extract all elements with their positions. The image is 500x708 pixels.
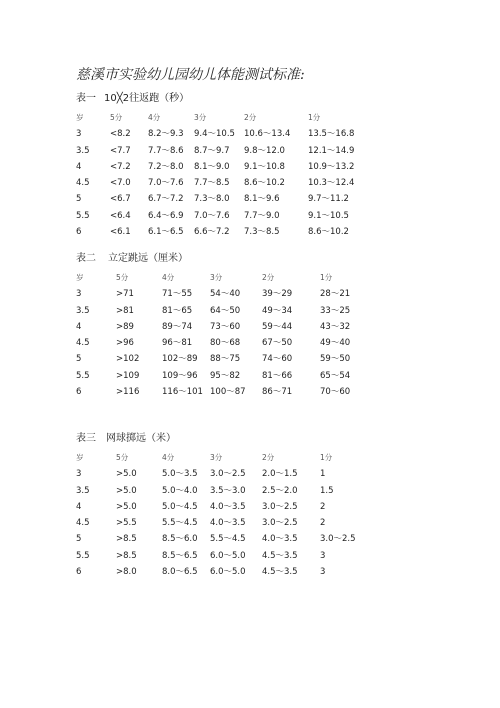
table-cell: >5.5 (116, 518, 137, 529)
table-cell: 4.5～3.5 (262, 550, 298, 561)
table-cell: 9.1～10.8 (244, 161, 285, 172)
table-cell: 3.5 (76, 145, 90, 156)
table-cell: 6.0～5.0 (210, 550, 246, 561)
table-cell: 1.5 (320, 485, 334, 496)
table-header-cell: 2分 (262, 273, 275, 282)
table-cell: <7.2 (110, 161, 131, 172)
table-header-cell: 4分 (162, 273, 175, 282)
table-header-cell: 3分 (210, 273, 223, 282)
table-row (76, 208, 376, 224)
table-header-cell: 2分 (262, 453, 275, 462)
table-cell: <7.0 (110, 178, 131, 189)
table-row (76, 466, 376, 482)
table-cell: 6.0～5.0 (210, 567, 246, 578)
table-cell: 59～44 (262, 321, 293, 332)
table-cell: 3 (320, 567, 326, 578)
table-header-row (76, 110, 376, 126)
table-1-body (76, 110, 376, 240)
table-cell: 5.0～3.5 (162, 469, 198, 480)
table-cell: 9.7～11.2 (308, 194, 349, 205)
table-cell: >89 (116, 321, 134, 332)
table-header-cell: 3分 (194, 113, 207, 122)
table-cell: 6.7～7.2 (148, 194, 184, 205)
table-cell: 73～60 (210, 321, 241, 332)
table-cell: 7.0～7.6 (148, 178, 184, 189)
table-cell: >5.0 (116, 501, 137, 512)
table-row (76, 531, 376, 547)
table-cell: 6 (76, 567, 82, 578)
table-cell: 7.3～8.0 (194, 194, 230, 205)
table-1-section (76, 92, 376, 240)
table-cell: 8.1～9.6 (244, 194, 280, 205)
table-cell: 8.0～6.5 (162, 567, 198, 578)
table-cell: 4 (76, 321, 82, 332)
table-cell: 4.5 (76, 518, 90, 529)
table-cell: 9.4～10.5 (194, 129, 235, 140)
table-cell: 6 (76, 387, 82, 398)
table-cell: 80～68 (210, 338, 241, 349)
table-cell: 8.6～10.2 (244, 178, 285, 189)
table-header-row (76, 450, 376, 466)
table-cell: >102 (116, 354, 140, 365)
table-2-body (76, 270, 376, 400)
table-header-cell: 5分 (116, 273, 129, 282)
table-cell: 4.0～3.5 (210, 518, 246, 529)
table-cell: <7.7 (110, 145, 131, 156)
table-row (76, 351, 376, 367)
table-cell: 70～60 (320, 387, 351, 398)
table-cell: 96～81 (162, 338, 193, 349)
table-row (76, 483, 376, 499)
table-cell: 86～71 (262, 387, 293, 398)
table-row (76, 515, 376, 531)
table-cell: 7.7～8.6 (148, 145, 184, 156)
table-cell: 71～55 (162, 289, 193, 300)
table-cell: 8.5～6.0 (162, 534, 198, 545)
table-cell: 3 (76, 469, 82, 480)
table-row (76, 224, 376, 240)
table-header-cell: 岁 (76, 453, 84, 462)
table-row (76, 175, 376, 191)
table-cell: <6.7 (110, 194, 131, 205)
table-2-label: 表二 (76, 253, 96, 264)
table-row (76, 384, 376, 400)
table-cell: 8.6～10.2 (308, 227, 349, 238)
table-cell: >81 (116, 305, 134, 316)
table-cell: 4 (76, 161, 82, 172)
table-cell: 2 (320, 518, 326, 529)
table-row (76, 319, 376, 335)
table-1-name: 10╳2往返跑（秒） (104, 93, 190, 104)
table-cell: 7.0～7.6 (194, 210, 230, 221)
table-cell: 3 (76, 129, 82, 140)
table-cell: 2.0～1.5 (262, 469, 298, 480)
table-1-label: 表一 (76, 93, 96, 104)
table-cell: >116 (116, 387, 140, 398)
table-cell: 95～82 (210, 370, 241, 381)
table-cell: 10.6～13.4 (244, 129, 291, 140)
table-row (76, 335, 376, 351)
table-cell: 89～74 (162, 321, 193, 332)
table-row (76, 548, 376, 564)
table-cell: 5.0～4.0 (162, 485, 198, 496)
table-cell: 8.5～6.5 (162, 550, 198, 561)
table-cell: >8.5 (116, 550, 137, 561)
table-header-cell: 5分 (110, 113, 123, 122)
table-1-heading (76, 92, 376, 106)
table-cell: 3.0～2.5 (262, 518, 298, 529)
table-cell: 5.5 (76, 370, 90, 381)
table-cell: 3.0～2.5 (262, 501, 298, 512)
table-cell: 74～60 (262, 354, 293, 365)
table-cell: 8.1～9.0 (194, 161, 230, 172)
table-cell: 5.5～4.5 (210, 534, 246, 545)
table-cell: 33～25 (320, 305, 351, 316)
table-header-row (76, 270, 376, 286)
table-row (76, 159, 376, 175)
table-header-cell: 岁 (76, 273, 84, 282)
table-cell: 49～34 (262, 305, 293, 316)
table-cell: 116～101 (162, 387, 203, 398)
table-header-cell: 4分 (162, 453, 175, 462)
table-cell: 3.0～2.5 (210, 469, 246, 480)
table-cell: 13.5～16.8 (308, 129, 355, 140)
table-cell: 64～50 (210, 305, 241, 316)
table-cell: 100～87 (210, 387, 246, 398)
table-cell: 9.8～12.0 (244, 145, 285, 156)
table-cell: >71 (116, 289, 134, 300)
table-cell: 8.2～9.3 (148, 129, 184, 140)
table-cell: 5.0～4.5 (162, 501, 198, 512)
table-cell: 3 (320, 550, 326, 561)
table-cell: 43～32 (320, 321, 351, 332)
table-cell: 12.1～14.9 (308, 145, 355, 156)
table-cell: >5.0 (116, 485, 137, 496)
table-cell: 5.5～4.5 (162, 518, 198, 529)
table-cell: 2 (320, 501, 326, 512)
table-2-section (76, 252, 376, 400)
table-cell: <6.1 (110, 227, 131, 238)
table-cell: 5.5 (76, 550, 90, 561)
table-cell: 8.7～9.7 (194, 145, 230, 156)
table-row (76, 191, 376, 207)
table-cell: 39～29 (262, 289, 293, 300)
table-3-label: 表三 (76, 433, 96, 444)
table-row (76, 368, 376, 384)
table-2-heading (76, 252, 376, 266)
table-cell: 3.0～2.5 (320, 534, 356, 545)
table-cell: 3 (76, 289, 82, 300)
table-cell: 54～40 (210, 289, 241, 300)
table-cell: 3.5～3.0 (210, 485, 246, 496)
table-cell: 6.4～6.9 (148, 210, 184, 221)
table-cell: 4 (76, 501, 82, 512)
table-row (76, 143, 376, 159)
table-cell: 6.6～7.2 (194, 227, 230, 238)
table-header-cell: 1分 (320, 273, 333, 282)
table-cell: 81～65 (162, 305, 193, 316)
table-cell: <8.2 (110, 129, 131, 140)
table-cell: 5 (76, 354, 82, 365)
table-2-name: 立定跳远（厘米） (108, 253, 188, 264)
table-cell: 4.0～3.5 (210, 501, 246, 512)
table-cell: 4.5～3.5 (262, 567, 298, 578)
table-3-body (76, 450, 376, 580)
table-cell: 6 (76, 227, 82, 238)
table-cell: 3.5 (76, 305, 90, 316)
table-cell: 4.5 (76, 338, 90, 349)
table-row (76, 499, 376, 515)
table-3-heading (76, 432, 376, 446)
table-row (76, 286, 376, 302)
table-cell: 28～21 (320, 289, 351, 300)
table-cell: 88～75 (210, 354, 241, 365)
table-cell: >109 (116, 370, 140, 381)
table-cell: 7.2～8.0 (148, 161, 184, 172)
table-cell: 5 (76, 534, 82, 545)
table-cell: 49～40 (320, 338, 351, 349)
table-cell: >8.5 (116, 534, 137, 545)
table-3-name: 网球掷远（米） (106, 433, 176, 444)
table-row (76, 303, 376, 319)
table-header-cell: 1分 (308, 113, 321, 122)
table-cell: 9.1～10.5 (308, 210, 349, 221)
table-row (76, 564, 376, 580)
table-cell: 2.5～2.0 (262, 485, 298, 496)
document-title: 慈溪市实验幼儿园幼儿体能测试标准: (76, 67, 305, 83)
table-cell: 5.5 (76, 210, 90, 221)
table-cell: 7.7～8.5 (194, 178, 230, 189)
table-header-cell: 1分 (320, 453, 333, 462)
table-cell: 67～50 (262, 338, 293, 349)
table-3-section (76, 432, 376, 580)
table-cell: 4.5 (76, 178, 90, 189)
table-cell: 4.0～3.5 (262, 534, 298, 545)
table-header-cell: 4分 (148, 113, 161, 122)
table-cell: 7.7～9.0 (244, 210, 280, 221)
table-header-cell: 岁 (76, 113, 84, 122)
table-header-cell: 5分 (116, 453, 129, 462)
table-cell: >8.0 (116, 567, 137, 578)
table-cell: 3.5 (76, 485, 90, 496)
table-cell: 59～50 (320, 354, 351, 365)
table-cell: 102～89 (162, 354, 198, 365)
table-cell: 109～96 (162, 370, 198, 381)
table-cell: >96 (116, 338, 134, 349)
table-cell: 5 (76, 194, 82, 205)
table-cell: >5.0 (116, 469, 137, 480)
table-cell: 65～54 (320, 370, 351, 381)
table-cell: 1 (320, 469, 326, 480)
table-cell: 81～66 (262, 370, 293, 381)
table-header-cell: 2分 (244, 113, 257, 122)
table-cell: 10.3～12.4 (308, 178, 355, 189)
table-cell: <6.4 (110, 210, 131, 221)
table-cell: 10.9～13.2 (308, 161, 355, 172)
table-row (76, 126, 376, 142)
table-cell: 6.1～6.5 (148, 227, 184, 238)
table-cell: 7.3～8.5 (244, 227, 280, 238)
table-header-cell: 3分 (210, 453, 223, 462)
